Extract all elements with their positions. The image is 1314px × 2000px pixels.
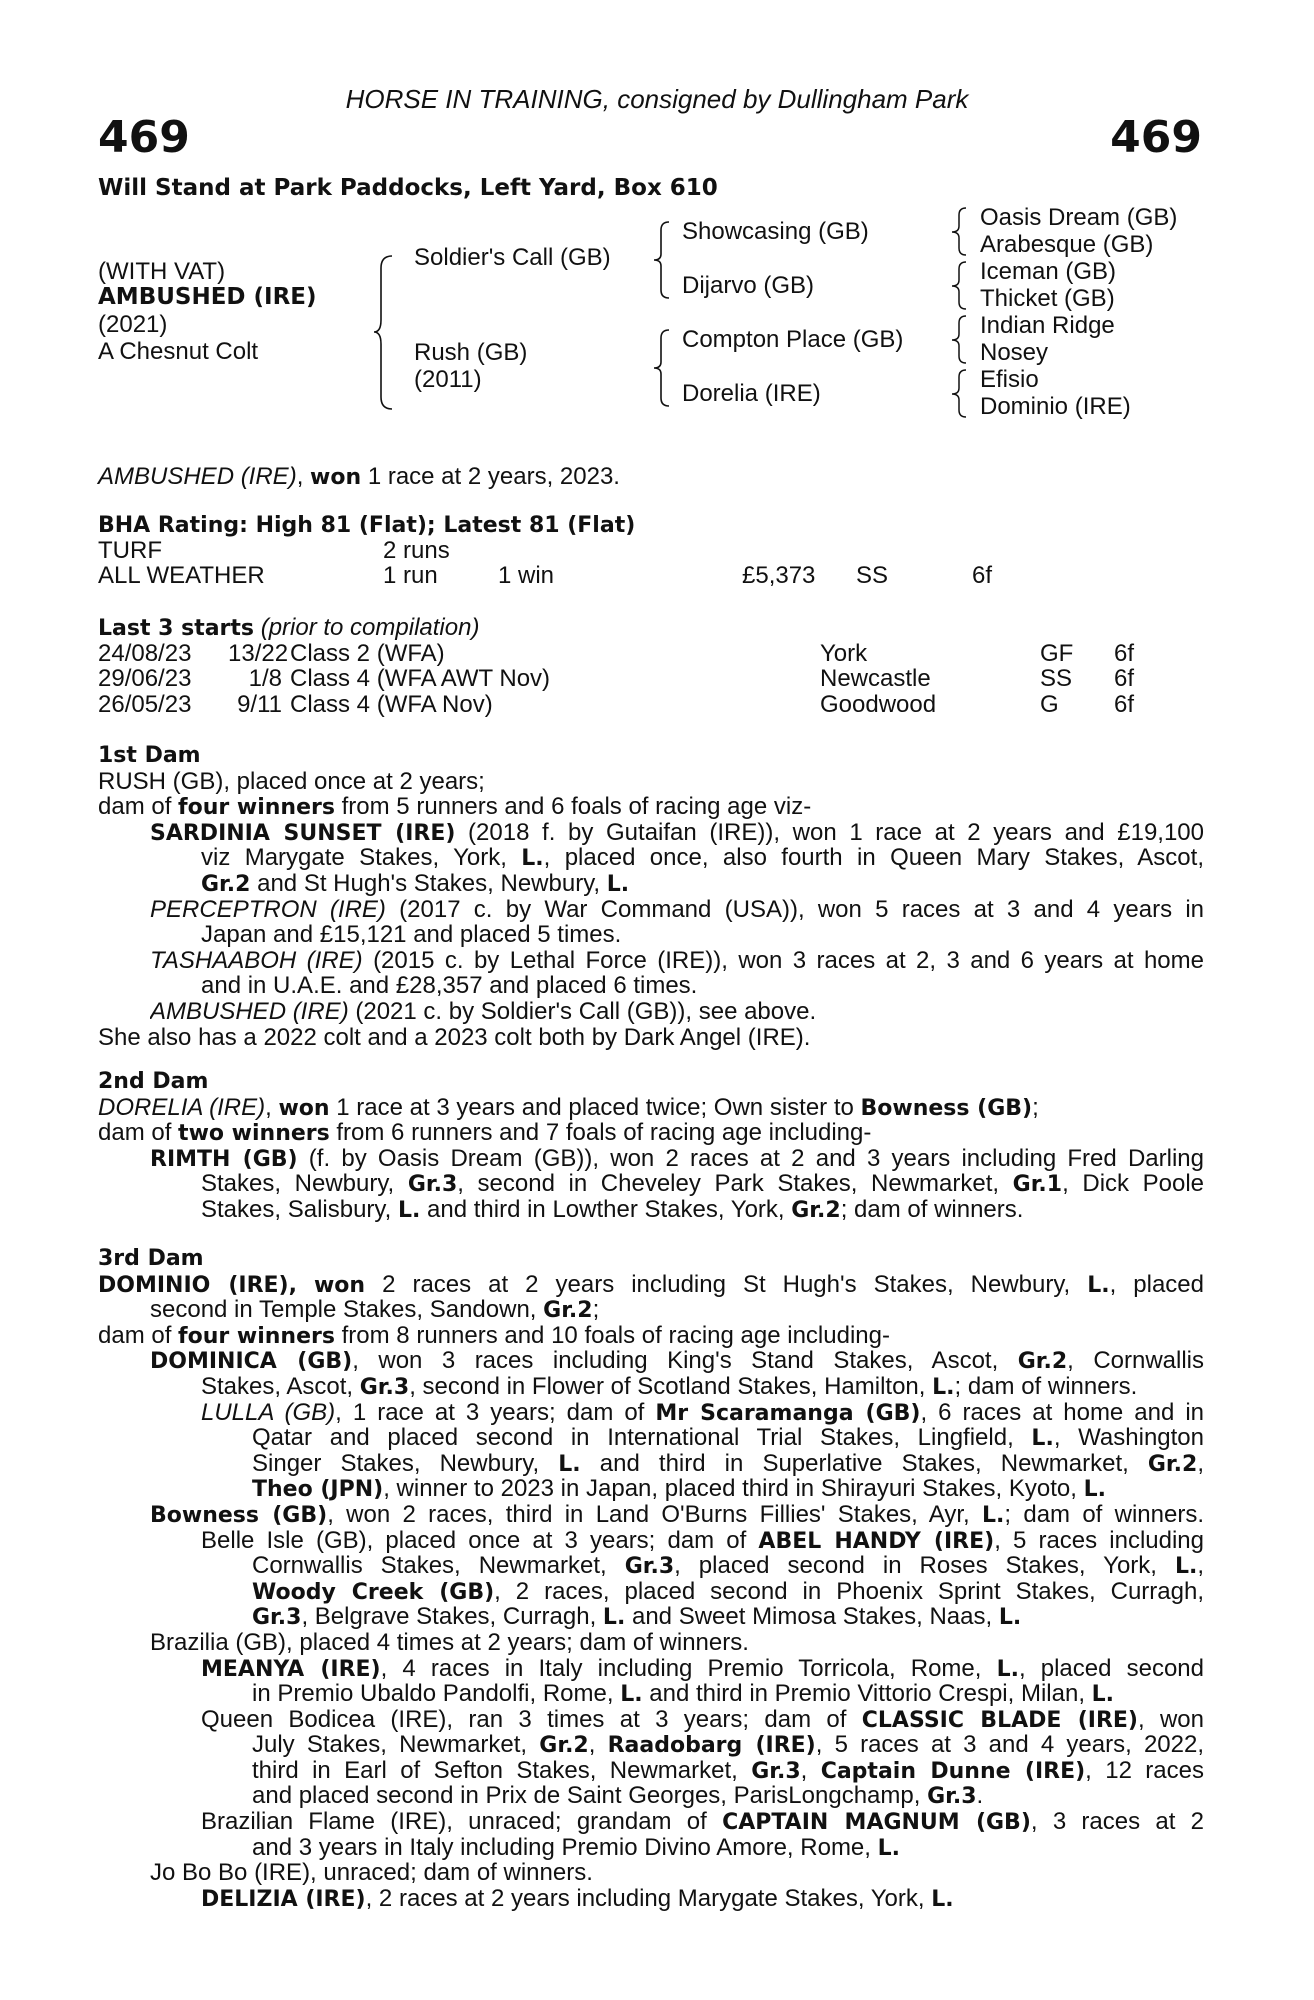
pedigree-brace-main [372,254,396,411]
lot-number-right: 469 [1110,112,1202,163]
start-row [98,641,1204,667]
rating-surface: ALL WEATHER [98,562,265,590]
rating-prize: £5,373 [742,562,816,590]
horse-name: AMBUSHED (IRE) [98,284,317,310]
rating-distance: 6f [972,562,993,590]
start-distance: 6f [1114,665,1135,693]
dam-year: (2011) [414,366,482,393]
last-starts-note: (prior to compilation) [260,614,480,641]
produce-tashaaboh: TASHAABOH (IRE) (2015 c. by Lethal Force (IRE)), won 3 races at 2, 3 and 6 years at home [150,947,1204,974]
lot-number-left: 469 [98,112,190,163]
start-class: Class 4 (WFA Nov) [290,690,493,718]
third-dam-line: second in Temple Stakes, Sandown, Gr.2; [150,1297,600,1323]
summary-text: 1 race at 2 years, 2023. [367,463,620,490]
start-distance: 6f [1114,639,1135,667]
produce-delizia: DELIZIA (IRE), 2 races at 2 years including Marygate Stakes, York, L. [201,1885,954,1912]
gen3-4: Thicket (GB) [980,285,1115,312]
first-dam-section [98,743,1204,1050]
produce-line: in Premio Ubaldo Pandolfi, Rome, L. and third in Premio Vittorio Crespi, Milan, L. [252,1681,1115,1707]
sire-dam-name: Dijarvo (GB) [682,272,815,299]
produce-line: Cornwallis Stakes, Newmarket, Gr.3, placed second in Roses Stakes, York, L., [252,1553,1204,1579]
produce-lulla: LULLA (GB), 1 race at 3 years; dam of Mr Scaramanga (GB), 6 races at home and in [201,1399,1204,1426]
third-dam-heading: 3rd Dam [98,1246,204,1271]
horse-year: (2021) [98,311,168,338]
produce-brazilian-flame: Brazilian Flame (IRE), unraced; grandam of CAPTAIN MAGNUM (GB), 3 races at 2 [201,1809,1204,1835]
start-course: York [820,639,868,667]
pedigree-brace-sire [652,220,672,300]
produce-rimth: RIMTH (GB) (f. by Oasis Dream (GB)), won 2 races at 2 and 3 years including Fred Darling [150,1145,1204,1172]
produce-line: Singer Stakes, Newbury, L. and third in Superlative Stakes, Newmarket, Gr.2, [252,1450,1204,1477]
start-class: Class 2 (WFA) [290,639,445,667]
produce-line: and 3 years in Italy including Premio Divino Amore, Rome, L. [252,1834,901,1861]
produce-line: Stakes, Ascot, Gr.3, second in Flower of Scotland Stakes, Hamilton, L.; dam of winners. [201,1373,1138,1400]
second-dam-section [98,1069,1204,1223]
start-class: Class 4 (WFA AWT Nov) [290,665,551,693]
stand-location: Will Stand at Park Paddocks, Left Yard, Box 610 [98,175,718,201]
produce-queen-bodicea: Queen Bodicea (IRE), ran 3 times at 3 years; dam of CLASSIC BLADE (IRE), won [201,1706,1204,1733]
rating-heading [98,512,1204,538]
produce-perceptron: PERCEPTRON (IRE) (2017 c. by War Command (USA)), won 5 races at 3 and 4 years in [150,896,1204,923]
sire-name: Soldier's Call (GB) [414,244,611,271]
horse-description: A Chesnut Colt [98,338,259,365]
rating-section [98,512,1204,589]
start-distance: 6f [1114,690,1135,718]
last-starts-heading [98,615,1204,641]
produce-jo-bo-bo: Jo Bo Bo (IRE), unraced; dam of winners. [150,1860,593,1886]
produce-sardinia-sunset: SARDINIA SUNSET (IRE) (2018 f. by Gutaifan (IRE)), won 1 race at 2 years and £19,100 [150,819,1204,846]
produce-theo: Theo (JPN), winner to 2023 in Japan, placed third in Shirayuri Stakes, Kyoto, L. [252,1476,1106,1502]
produce-ambushed: AMBUSHED (IRE) (2021 c. by Soldier's Call (GB)), see above. [150,998,817,1025]
rating-runs: 2 runs [383,536,450,564]
start-going: SS [1040,665,1073,693]
gen3-7: Efisio [980,366,1039,393]
rating-row [98,563,1204,589]
start-row [98,692,1204,718]
start-date: 26/05/23 [98,690,192,718]
start-row [98,666,1204,692]
rating-row [98,538,1204,564]
first-dam-heading: 1st Dam [98,743,201,768]
dam-name: Rush (GB) [414,339,528,366]
dam-sire-name: Compton Place (GB) [682,326,904,353]
gen3-5: Indian Ridge [980,312,1115,339]
produce-meanya: MEANYA (IRE), 4 races in Italy including Premio Torricola, Rome, L., placed second [201,1655,1204,1682]
sire-sire-name: Showcasing (GB) [682,218,869,245]
vat-note: (WITH VAT) [98,258,226,285]
produce-line: third in Earl of Sefton Stakes, Newmarket, Gr.3, Captain Dunne (IRE), 12 races [252,1757,1204,1784]
gen3-3: Iceman (GB) [980,258,1117,285]
gen3-8: Dominio (IRE) [980,393,1131,420]
produce-line: Japan and £15,121 and placed 5 times. [201,922,622,948]
rating-wins: 1 win [498,562,555,590]
second-dam-line: dam of two winners from 6 runners and 7 foals of racing age including- [98,1120,872,1146]
produce-line: viz Marygate Stakes, York, L., placed once, also fourth in Queen Mary Stakes, Ascot, [201,845,1204,871]
page-header-title: HORSE IN TRAINING, consigned by Dullingham Park [345,84,969,114]
third-dam-line: dam of four winners from 8 runners and 10 foals of racing age including- [98,1322,890,1349]
summary-horse-name: AMBUSHED (IRE) [98,463,297,490]
produce-woody-creek: Woody Creek (GB), 2 races, placed second in Phoenix Sprint Stakes, Curragh, [252,1578,1204,1605]
produce-line: Gr.2 and St Hugh's Stakes, Newbury, L. [201,870,630,897]
last-starts-section [98,615,1204,717]
produce-line: and in U.A.E. and £28,357 and placed 6 times. [201,973,698,999]
produce-brazilia: Brazilia (GB), placed 4 times at 2 years; dam of winners. [150,1629,749,1656]
produce-line: Stakes, Salisbury, L. and third in Lowther Stakes, York, Gr.2; dam of winners. [201,1196,1024,1223]
produce-bowness: Bowness (GB), won 2 races, third in Land O'Burns Fillies' Stakes, Ayr, L.; dam of winners. [150,1501,1204,1528]
produce-line: and placed second in Prix de Saint Georges, ParisLongchamp, Gr.3. [252,1783,984,1810]
rating-runs: 1 run [383,562,438,590]
start-date: 24/08/23 [98,639,192,667]
start-going: G [1040,690,1059,718]
second-dam-heading: 2nd Dam [98,1069,209,1094]
race-summary: AMBUSHED (IRE), won 1 race at 2 years, 2023. [98,463,620,490]
start-position: 1/8 [248,665,282,693]
first-dam-also: She also has a 2022 colt and a 2023 colt both by Dark Angel (IRE). [98,1024,811,1051]
last-starts-heading-text: Last 3 starts [98,616,255,641]
start-position: 13/22 [228,639,289,667]
produce-line: Stakes, Newbury, Gr.3, second in Cheveley Park Stakes, Newmarket, Gr.1, Dick Poole [201,1171,1204,1197]
gen3-6: Nosey [980,339,1049,366]
produce-belle-isle: Belle Isle (GB), placed once at 3 years; dam of ABEL HANDY (IRE), 5 races including [201,1527,1204,1554]
third-dam-section [98,1246,1204,1911]
pedigree-brace-dam [652,328,672,408]
gen3-1: Oasis Dream (GB) [980,204,1178,231]
rating-heading-text: BHA Rating: High 81 (Flat); Latest 81 (Flat) [98,513,636,538]
start-course: Newcastle [820,665,931,693]
produce-line: Qatar and placed second in International Trial Stakes, Lingfield, L., Washington [252,1425,1204,1451]
first-dam-line: dam of four winners from 5 runners and 6 foals of racing age viz- [98,794,812,820]
produce-dominica: DOMINICA (GB), won 3 races including King's Stand Stakes, Ascot, Gr.2, Cornwallis [150,1348,1204,1374]
pedigree-braces-gen3 [950,206,968,426]
dam-dam-name: Dorelia (IRE) [682,380,821,407]
second-dam-line: DORELIA (IRE), won 1 race at 3 years and placed twice; Own sister to Bowness (GB); [98,1094,1039,1121]
first-dam-line: RUSH (GB), placed once at 2 years; [98,768,485,795]
rating-surface: TURF [98,536,162,564]
start-position: 9/11 [237,690,282,718]
gen3-2: Arabesque (GB) [980,231,1154,258]
third-dam-line: DOMINIO (IRE), won 2 races at 2 years including St Hugh's Stakes, Newbury, L., placed [98,1271,1204,1298]
start-course: Goodwood [820,690,937,718]
produce-line: Gr.3, Belgrave Stakes, Curragh, L. and Sweet Mimosa Stakes, Naas, L. [252,1604,1022,1630]
summary-won: won [310,465,362,490]
rating-going: SS [856,562,889,590]
produce-line: July Stakes, Newmarket, Gr.2, Raadobarg (IRE), 5 races at 3 and 4 years, 2022, [252,1732,1204,1758]
start-date: 29/06/23 [98,665,192,693]
start-going: GF [1040,639,1074,667]
